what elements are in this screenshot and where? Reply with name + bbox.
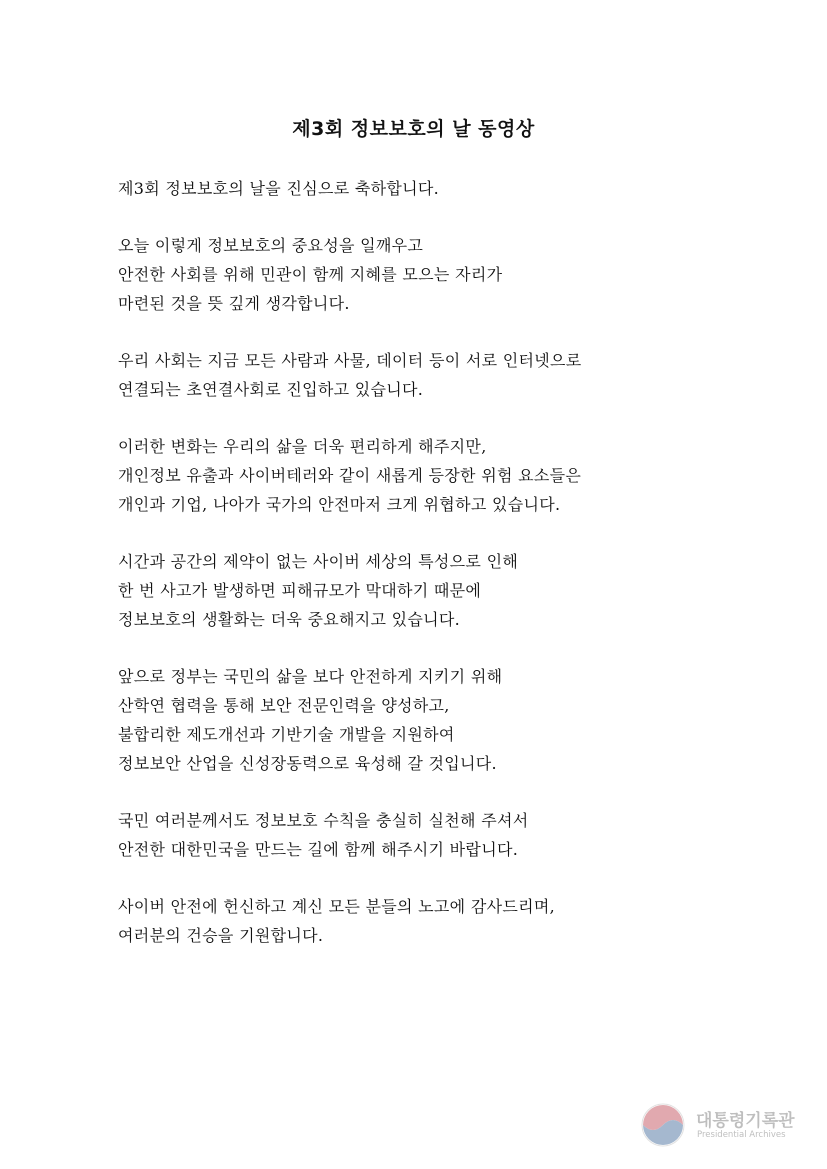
archive-watermark	[640, 1100, 810, 1150]
paragraph-line: 국민 여러분께서도 정보보호 수칙을 충실히 실천해 주셔서	[118, 811, 529, 830]
paragraph-3	[118, 346, 778, 404]
presidential-archives-logo-icon	[640, 1102, 686, 1148]
paragraph-line: 이러한 변화는 우리의 삶을 더욱 편리하게 해주지만,	[118, 437, 487, 456]
paragraph-line: 앞으로 정부는 국민의 삶을 보다 안전하게 지키기 위해	[118, 667, 503, 686]
paragraph-4	[118, 432, 778, 519]
paragraph-line: 안전한 사회를 위해 민관이 함께 지혜를 모으는 자리가	[118, 265, 503, 284]
paragraph-line: 개인정보 유출과 사이버테러와 같이 새롭게 등장한 위험 요소들은	[118, 466, 582, 485]
paragraph-8	[118, 892, 778, 950]
paragraph-line: 우리 사회는 지금 모든 사람과 사물, 데이터 등이 서로 인터넷으로	[118, 351, 582, 370]
archive-name: 대통령기록관	[696, 1111, 795, 1131]
paragraph-line: 안전한 대한민국을 만드는 길에 함께 해주시기 바랍니다.	[118, 840, 519, 859]
paragraph-7	[118, 806, 778, 864]
paragraph-line: 한 번 사고가 발생하면 피해규모가 막대하기 때문에	[118, 581, 482, 600]
paragraph-line: 산학연 협력을 통해 보안 전문인력을 양성하고,	[118, 696, 450, 715]
paragraph-line: 개인과 기업, 나아가 국가의 안전마저 크게 위협하고 있습니다.	[118, 495, 561, 514]
paragraph-6	[118, 662, 778, 778]
paragraph-line: 불합리한 제도개선과 기반기술 개발을 지원하여	[118, 725, 455, 744]
paragraph-line: 여러분의 건승을 기원합니다.	[118, 926, 324, 945]
paragraph-line: 시간과 공간의 제약이 없는 사이버 세상의 특성으로 인해	[118, 552, 519, 571]
paragraph-line: 연결되는 초연결사회로 진입하고 있습니다.	[118, 380, 424, 399]
paragraph-5	[118, 547, 778, 634]
paragraph-line: 사이버 안전에 헌신하고 계신 모든 분들의 노고에 감사드리며,	[118, 897, 555, 916]
paragraph-line: 제3회 정보보호의 날을 진심으로 축하합니다.	[118, 179, 440, 198]
paragraph-line: 마련된 것을 뜻 깊게 생각합니다.	[118, 294, 350, 313]
paragraph-2	[118, 231, 778, 318]
page-title: 제3회 정보보호의 날 동영상	[292, 118, 535, 140]
archive-subtitle: Presidential Archives	[697, 1130, 786, 1140]
paragraph-line: 정보보안 산업을 신성장동력으로 육성해 갈 것입니다.	[118, 754, 497, 773]
paragraph-line: 오늘 이렇게 정보보호의 중요성을 일깨우고	[118, 236, 424, 255]
paragraph-line: 정보보호의 생활화는 더욱 중요해지고 있습니다.	[118, 610, 461, 629]
document-body	[118, 174, 778, 978]
paragraph-1	[118, 174, 778, 203]
